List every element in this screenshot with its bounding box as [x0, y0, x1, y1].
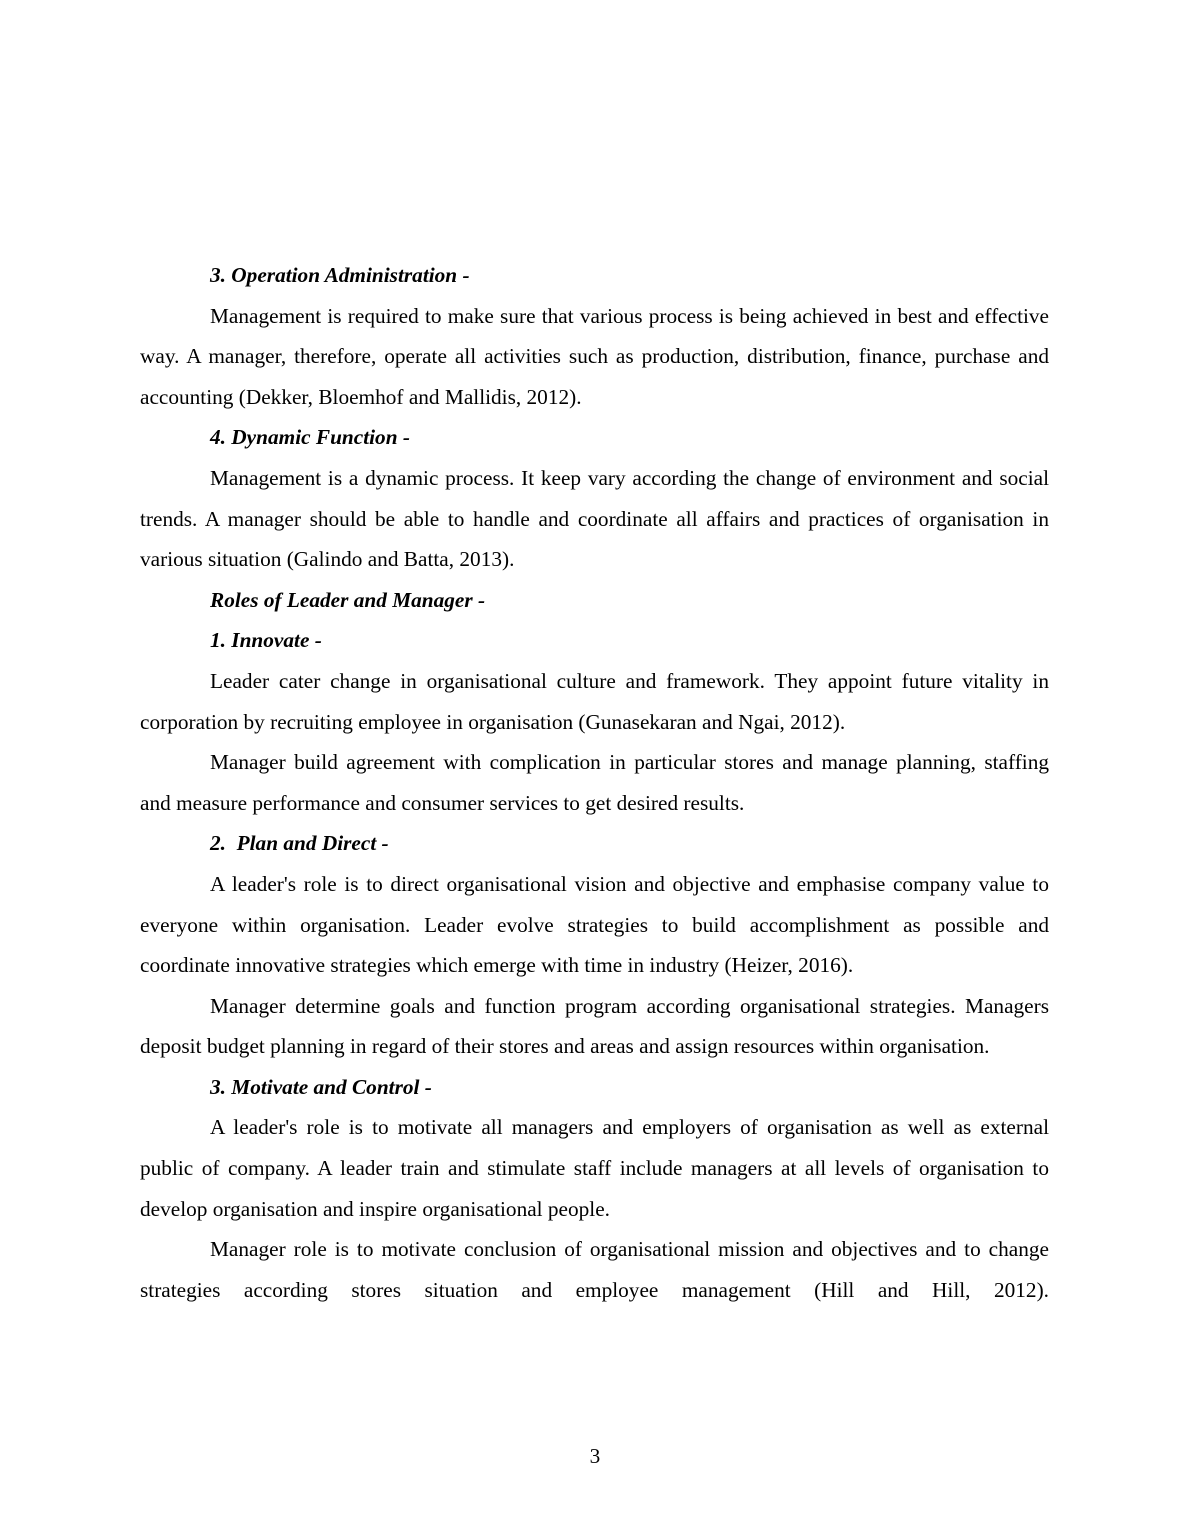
section-heading-operation-administration: 3. Operation Administration - [210, 263, 470, 287]
paragraph-plan-leader: A leader's role is to direct organisational vision and objective and emphasise company value to everyone within organisation. Leader evolve strategies to build accomplishment as possible and coordinate innovative strategies which emerge with time in industry (Heizer, 2016). [140, 871, 1049, 978]
paragraph-dynamic-function: Management is a dynamic process. It keep vary according the change of environment and social trends. A manager should be able to handle and coordinate all affairs and practices of organisation in various situation (Galindo and Batta, 2013). [140, 465, 1049, 572]
paragraph-plan-manager: Manager determine goals and function program according organisational strategies. Managers deposit budget planning in regard of their stores and areas and assign resources within organisation. [140, 993, 1049, 1059]
paragraph-innovate-manager: Manager build agreement with complication in particular stores and manage planning, staffing and measure performance and consumer services to get desired results. [140, 750, 1049, 815]
section-heading-motivate-control: 3. Motivate and Control - [210, 1074, 432, 1099]
section-heading-plan-direct: 2. Plan and Direct - [210, 831, 389, 856]
section-heading-roles: Roles of Leader and Manager - [210, 587, 486, 612]
paragraph-innovate-leader: Leader cater change in organisational culture and framework. They appoint future vitality in corporation by recruiting employee in organisation (Gunasekaran and Ngai, 2012). [140, 668, 1049, 734]
paragraph-motivate-manager: Manager role is to motivate conclusion of organisational mission and objectives and to change strategies according stores situation and employee management (Hill and Hill, 2012). [140, 1237, 1049, 1302]
section-heading-innovate: 1. Innovate - [210, 628, 322, 653]
paragraph-operation-administration: Management is required to make sure that various process is being achieved in best and effective way. A manager, therefore, operate all activities such as production, distribution, finance, purchase and accounting (Dekker, Bloemhof and Mallidis, 2012). [140, 303, 1049, 409]
paragraph-motivate-leader: A leader's role is to motivate all managers and employers of organisation as well as external public of company. A leader train and stimulate staff include managers at all levels of organisation to develop organisation and inspire organisational people. [140, 1115, 1049, 1221]
page-number: 3 [589, 1444, 601, 1468]
section-heading-dynamic-function: 4. Dynamic Function - [210, 425, 410, 450]
page-content [140, 255, 1049, 1310]
